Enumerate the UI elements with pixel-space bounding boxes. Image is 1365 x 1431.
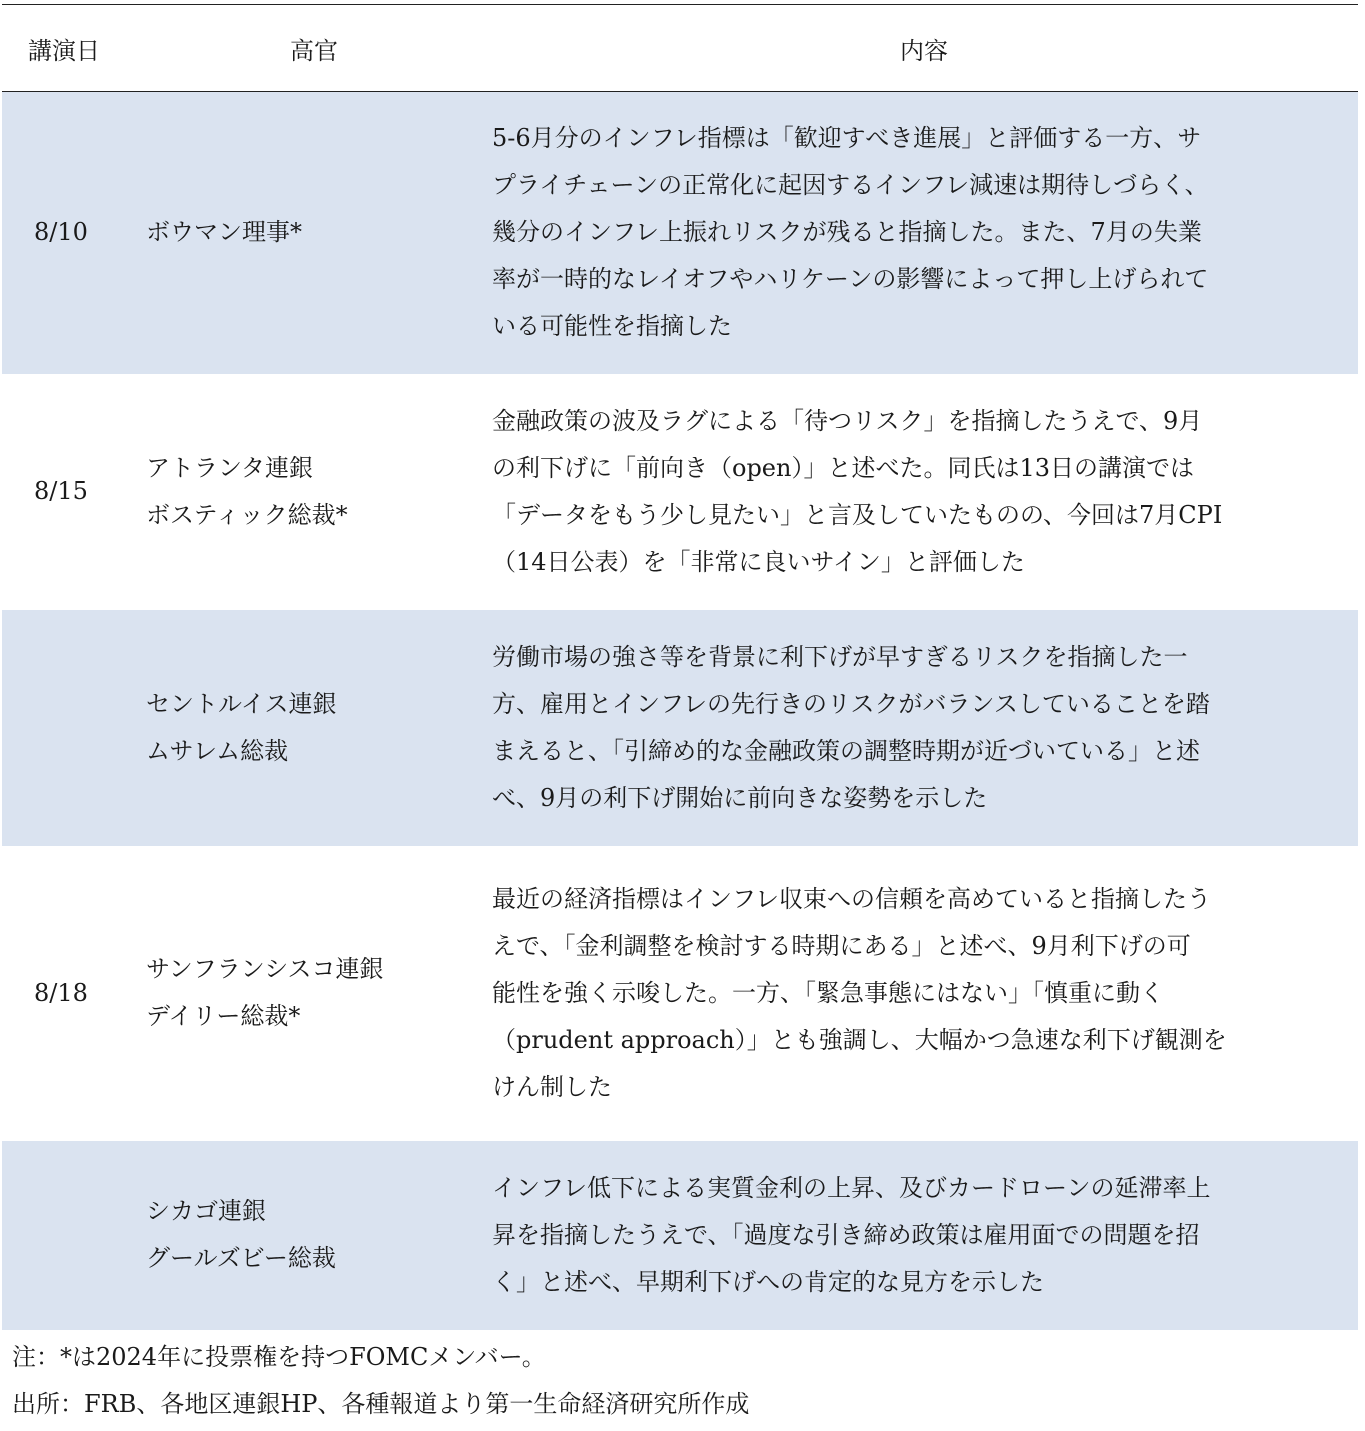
row-content	[490, 92, 1358, 374]
content-line: べ、9月の利下げ開始に前向きな姿勢を示した	[492, 783, 988, 812]
content-line: プライチェーンの正常化に起因するインフレ減速は期待しづらく、	[492, 171, 1209, 200]
row-content	[490, 846, 1358, 1141]
table-body	[2, 92, 1358, 1330]
official-line: アトランタ連銀	[146, 453, 314, 482]
table-row	[2, 610, 1358, 846]
row-official	[138, 1141, 490, 1330]
table-notes	[12, 1334, 749, 1428]
content-line: く」と述べ、早期利下げへの肯定的な見方を示した	[492, 1267, 1044, 1296]
content-line: 率が一時的なレイオフやハリケーンの影響によって押し上げられて	[492, 265, 1209, 294]
content-line: （14日公表）を「非常に良いサイン」と評価した	[492, 547, 1025, 576]
content-line: 幾分のインフレ上振れリスクが残ると指摘した。また、7月の失業	[492, 218, 1202, 247]
official-line: デイリー総裁*	[146, 1002, 301, 1030]
officials-remarks-table	[2, 4, 1358, 1330]
content-line: えで、「金利調整を検討する時期にある」と述べ、9月利下げの可	[492, 931, 1191, 960]
table-row	[2, 1141, 1358, 1330]
row-official	[138, 374, 490, 610]
content-line: 能性を強く示唆した。一方、「緊急事態にはない」「慎重に動く	[492, 978, 1164, 1007]
content-line: 最近の経済指標はインフレ収束への信頼を高めていると指摘したう	[492, 884, 1212, 913]
footnote: 注：*は2024年に投票権を持つFOMCメンバー。	[12, 1343, 546, 1371]
table-row	[2, 846, 1358, 1141]
official-line: グールズビー総裁	[146, 1244, 336, 1272]
content-line: 方、雇用とインフレの先行きのリスクがバランスしていることを踏	[492, 689, 1210, 718]
content-line: 「データをもう少し見たい」と言及していたものの、今回は7月CPI	[492, 500, 1223, 529]
row-official	[138, 846, 490, 1141]
row-date: 8/10	[2, 92, 138, 374]
content-line: の利下げに「前向き（open）」と述べた。同氏は13日の講演では	[492, 453, 1195, 482]
official-line: シカゴ連銀	[146, 1197, 266, 1225]
header-official: 高官	[290, 36, 338, 65]
table-row	[2, 92, 1358, 374]
row-official	[138, 92, 490, 374]
row-content	[490, 374, 1358, 610]
table-row	[2, 374, 1358, 610]
table-header	[2, 5, 1358, 92]
official-line: サンフランシスコ連銀	[146, 955, 384, 983]
row-date	[2, 610, 138, 846]
content-line: 金融政策の波及ラグによる「待つリスク」を指摘したうえで、9月	[492, 406, 1203, 435]
row-content	[490, 610, 1358, 846]
row-date	[2, 1141, 138, 1330]
content-line: 昇を指摘したうえで、「過度な引き締め政策は雇用面での問題を招	[492, 1220, 1200, 1249]
official-line: セントルイス連銀	[146, 689, 337, 718]
content-line: 5-6月分のインフレ指標は「歓迎すべき進展」と評価する一方、サ	[492, 124, 1202, 153]
row-official	[138, 610, 490, 846]
header-content: 内容	[900, 36, 948, 65]
header-date: 講演日	[28, 36, 100, 65]
content-line: インフレ低下による実質金利の上昇、及びカードローンの延滞率上	[492, 1173, 1211, 1202]
content-line: （prudent approach）」とも強調し、大幅かつ急速な利下げ観測を	[492, 1025, 1227, 1054]
content-line: まえると、「引締め的な金融政策の調整時期が近づいている」と述	[492, 736, 1200, 765]
header-row	[2, 5, 1358, 92]
source-note: 出所：FRB、各地区連銀HP、各種報道より第一生命経済研究所作成	[12, 1390, 750, 1418]
official-line: ボスティック総裁*	[146, 500, 348, 529]
row-content	[490, 1141, 1358, 1330]
official-line: ムサレム総裁	[146, 736, 289, 765]
content-line: いる可能性を指摘した	[492, 312, 732, 341]
officials-remarks-table-container	[2, 4, 1358, 1330]
row-date: 8/15	[2, 374, 138, 610]
row-date: 8/18	[2, 846, 138, 1141]
official-line: ボウマン理事*	[146, 218, 302, 247]
content-line: けん制した	[492, 1072, 612, 1101]
content-line: 労働市場の強さ等を背景に利下げが早すぎるリスクを指摘した一	[492, 642, 1188, 671]
